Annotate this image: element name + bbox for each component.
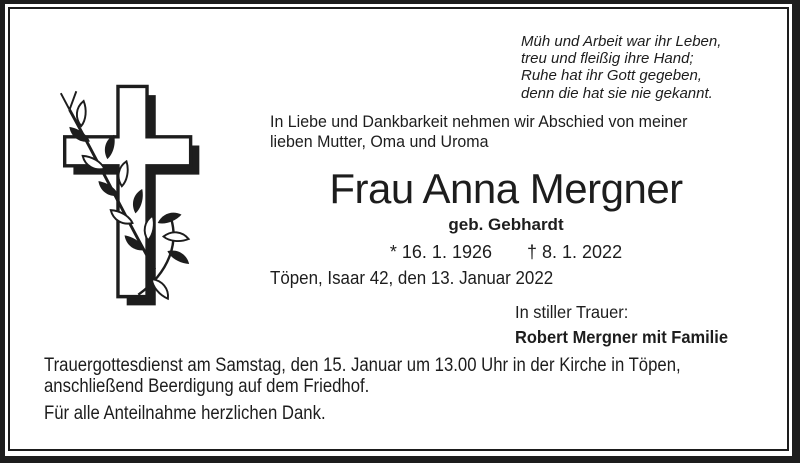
- mourner-name: Robert Mergner mit Familie: [515, 327, 728, 347]
- verse-line: treu und fleißig ihre Hand;: [521, 50, 694, 68]
- birth-date: * 16. 1. 1926: [389, 242, 492, 262]
- mourning-label: In stiller Trauer:: [515, 302, 629, 322]
- verse-line: denn die hat sie nie gekannt.: [521, 84, 713, 102]
- thanks-line: [44, 403, 364, 425]
- deceased-name: Frau Anna Mergner: [329, 165, 683, 212]
- thanks-text: Für alle Anteilnahme herzlichen Dank.: [44, 403, 326, 424]
- intro-line: lieben Mutter, Oma und Uroma: [270, 132, 489, 151]
- deceased-block: [270, 167, 742, 263]
- verse-line: Ruhe hat ihr Gott gegeben,: [521, 67, 702, 85]
- service-line: anschließend Beerdigung auf dem Friedhof.: [44, 375, 370, 397]
- mourning-block: [515, 300, 742, 350]
- service-announcement: [44, 356, 767, 397]
- maiden-name: geb. Gebhardt: [448, 215, 564, 234]
- service-line: Trauergottesdienst am Samstag, den 15. Januar um 13.00 Uhr in der Kirche in Töpen,: [44, 355, 681, 376]
- verse-line: Müh und Arbeit war ihr Leben,: [521, 33, 722, 50]
- introduction-text: [270, 112, 714, 152]
- death-date: † 8. 1. 2022: [527, 242, 623, 262]
- place-date-line: Töpen, Isaar 42, den 13. Januar 2022: [270, 268, 554, 288]
- intro-line: In Liebe und Dankbarkeit nehmen wir Abschied von meiner: [270, 112, 688, 131]
- memorial-verse: [521, 33, 721, 102]
- cross-with-wheat-icon: [55, 72, 210, 312]
- life-dates: [270, 242, 742, 263]
